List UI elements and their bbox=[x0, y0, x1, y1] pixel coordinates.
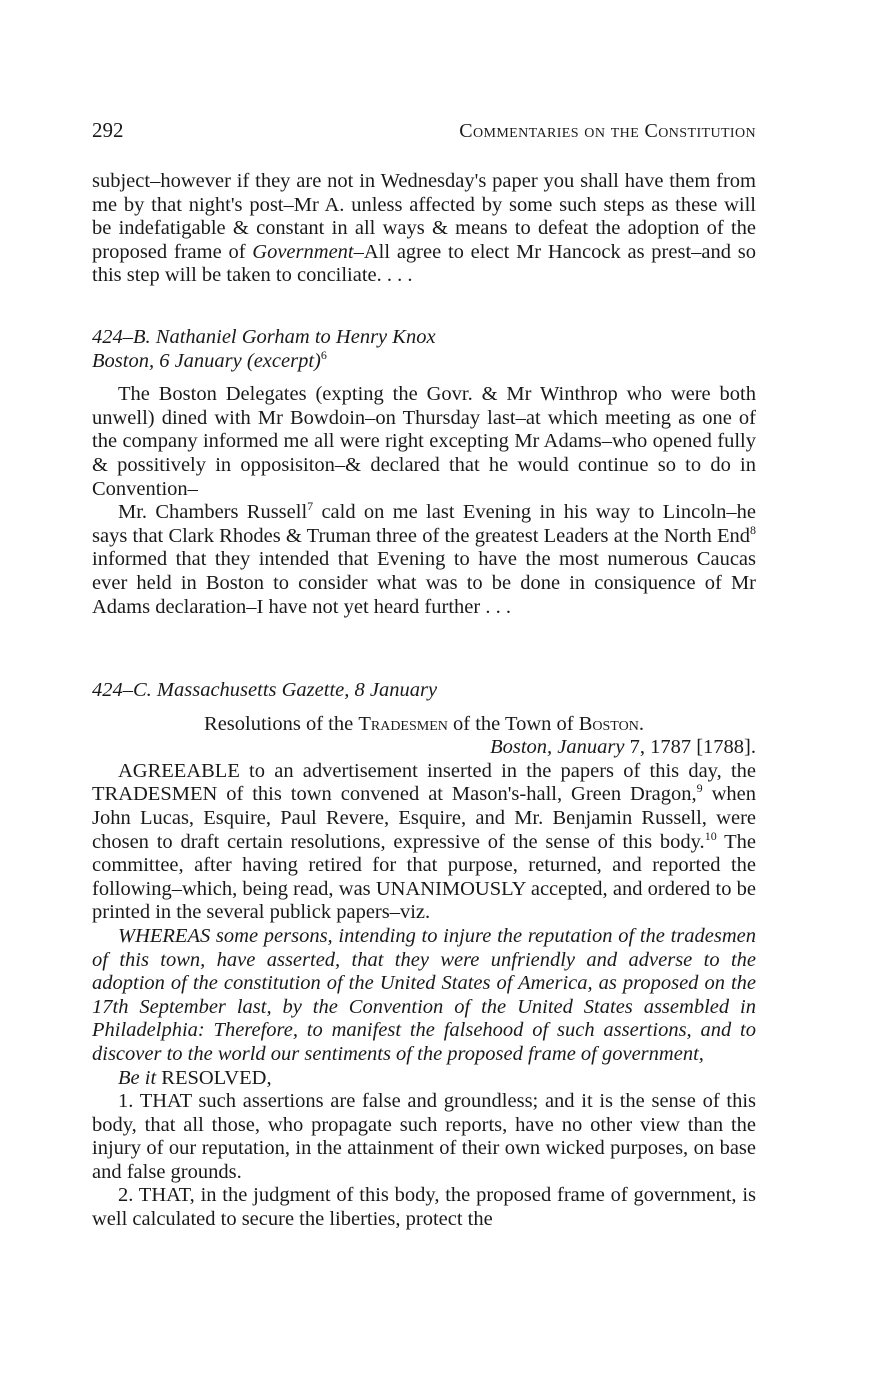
doc-b-subtitle: Boston, 6 January (excerpt)$^6$ bbox=[92, 347, 327, 372]
doc-c-title: 424–C. Massachusetts Gazette, 8 January bbox=[92, 679, 438, 701]
intro-excerpt bbox=[92, 170, 756, 288]
footnote-ref-6: 6 bbox=[320, 347, 327, 362]
doc-b-title: 424–B. Nathaniel Gorham to Henry Knox bbox=[92, 326, 436, 348]
footnote-ref-10: 10 bbox=[704, 828, 717, 843]
footnote-ref-9: 9 bbox=[696, 781, 703, 796]
document-424c bbox=[92, 679, 756, 1232]
doc-c-paragraph-1: AGREEABLE to an advertisement inserted in the papers of this day, the TRADESMEN of this town convened at Mason's-hall, Green Dragon,$^9$ when John Lucas, Esquire, Paul Revere, Esquire, and Mr. Benjamin Russell, were chosen to draft certain resolutions, expressive of the sense of this body.$^{10}$ The committee, after having retired for that purpose, returned, and reported the following–which, being read, was UNANIMOUSLY accepted, and ordered to be printed in the several publick papers–viz. bbox=[92, 759, 756, 924]
page-number: 292 bbox=[92, 118, 124, 142]
be-it-resolved: Be it RESOLVED, bbox=[118, 1066, 272, 1089]
document-424b bbox=[92, 326, 756, 619]
page-header bbox=[92, 118, 756, 143]
dateline: Boston, January 7, 1787 [1788]. bbox=[490, 736, 756, 759]
resolution-title: Resolutions of the Tradesmen of the Town of Boston. bbox=[204, 712, 644, 735]
intro-paragraph: subject–however if they are not in Wednesday's paper you shall have them from me by that night's post–Mr A. unless affected by some such steps as these will be indefatigable & constant in all ways & means to defeat the adoption of the proposed frame of Government–All agree to elect Mr Hancock as prest–and so this step will be taken to conciliate. . . . bbox=[92, 170, 756, 287]
footnote-ref-8: 8 bbox=[750, 522, 756, 537]
doc-b-paragraph-2: Mr. Chambers Russell$^7$ cald on me last Evening in his way to Lincoln–he says that Clark Rhodes & Truman three of the greatest Leaders at the North End$^8$ informed that they intended that Evening to have the most numerous Caucas ever held in Boston to consider what was to be done in consiquence of Mr Adams declaration–I have not yet heard further . . . bbox=[92, 499, 756, 618]
footnote-ref-7: 7 bbox=[307, 499, 314, 514]
doc-b-paragraph-1: The Boston Delegates (expting the Govr. & Mr Winthrop who were both unwell) dined with Mr Bowdoin–on Thursday last–at which meeting as one of the company informed me all were right excepting Mr Adams–who opened fully & possitively in opposisiton–& declared that he would continue so to do in Convention– bbox=[92, 383, 756, 500]
resolution-1: 1. THAT such assertions are false and groundless; and it is the sense of this body, that all those, who propagate such reports, have no other view than the injury of our reputation, in the attainment of their own wicked purposes, on base and false grounds. bbox=[92, 1090, 756, 1183]
resolution-2: 2. THAT, in the judgment of this body, the proposed frame of government, is well calculated to secure the liberties, protect the bbox=[92, 1184, 756, 1231]
running-title: Commentaries on the Constitution bbox=[459, 120, 756, 142]
whereas-paragraph: WHEREAS some persons, intending to injure the reputation of the tradesmen of this town, have asserted, that they were unfriendly and adverse to the adoption of the constitution of the United States of America, as proposed on the 17th September last, by the Convention of the United States assembled in Philadelphia: Therefore, to manifest the falsehood of such assertions, and to discover to the world our sentiments of the proposed frame of government, bbox=[92, 924, 756, 1065]
